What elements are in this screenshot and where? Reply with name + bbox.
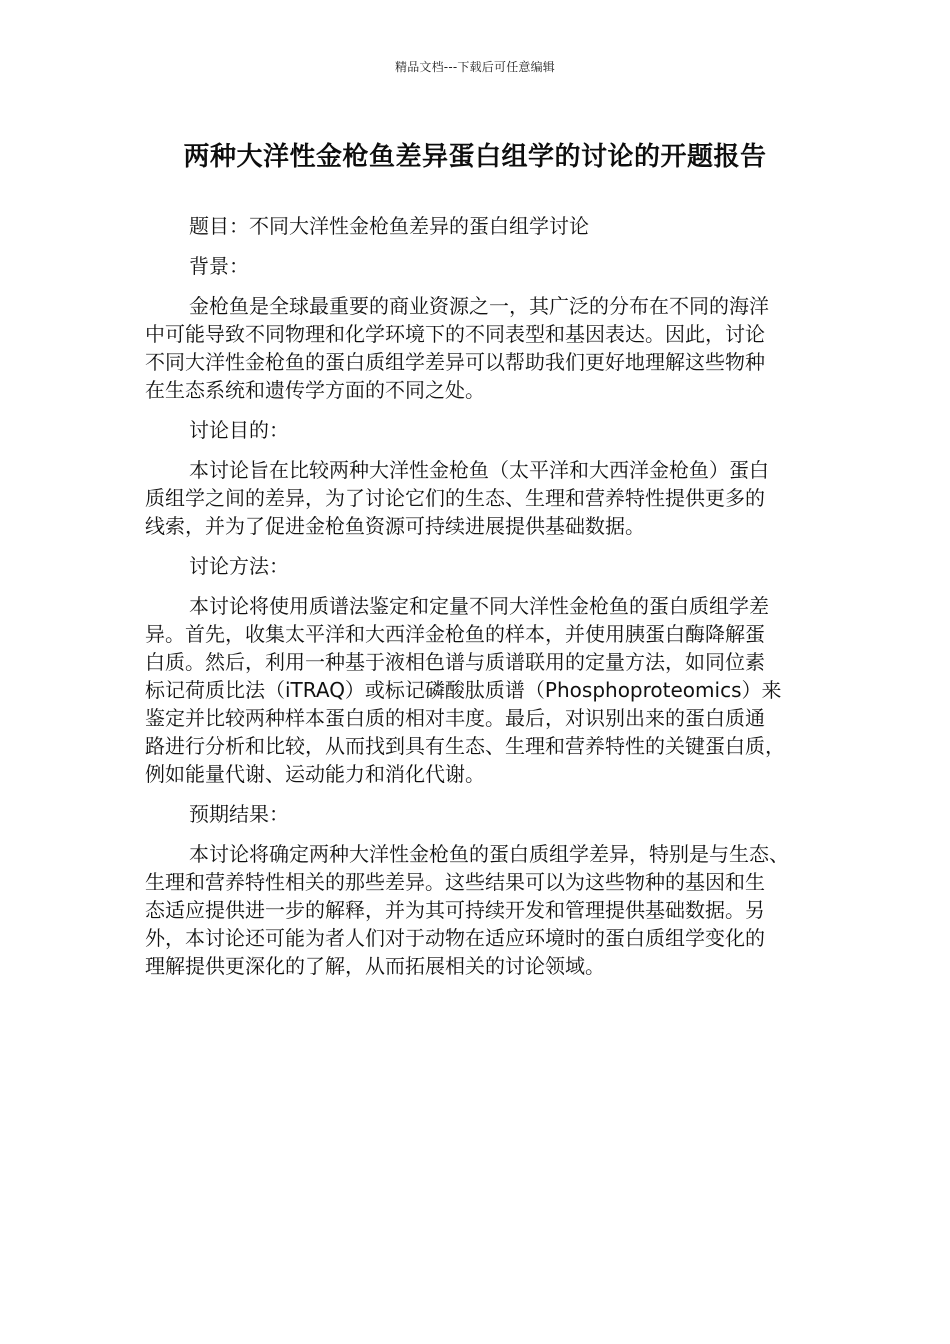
paragraph-line: 本讨论旨在比较两种大洋性金枪鱼（太平洋和大西洋金枪鱼）蛋白 bbox=[189, 458, 769, 482]
background-heading: 背景： bbox=[189, 254, 249, 278]
purpose-heading-section bbox=[145, 416, 809, 444]
paragraph-line: 鉴定并比较两种样本蛋白质的相对丰度。最后，对识别出来的蛋白质通 bbox=[145, 706, 765, 730]
paragraph-line: 本讨论将确定两种大洋性金枪鱼的蛋白质组学差异，特别是与生态、 bbox=[189, 842, 789, 866]
document-body bbox=[145, 212, 809, 992]
paragraph-line: 白质。然后，利用一种基于液相色谱与质谱联用的定量方法，如同位素 bbox=[145, 650, 765, 674]
paragraph-line: 质组学之间的差异，为了讨论它们的生态、生理和营养特性提供更多的 bbox=[145, 486, 765, 510]
background-heading-section bbox=[145, 252, 809, 280]
results-heading-section bbox=[145, 800, 809, 828]
results-paragraph bbox=[145, 840, 809, 980]
header-note: 精品文档---下载后可任意编辑 bbox=[395, 60, 555, 74]
method-heading-section bbox=[145, 552, 809, 580]
paragraph-line: 标记荷质比法（iTRAQ）或标记磷酸肽质谱（Phosphoproteomics）来 bbox=[145, 678, 782, 702]
paragraph-line: 金枪鱼是全球最重要的商业资源之一，其广泛的分布在不同的海洋 bbox=[189, 294, 769, 318]
paragraph-line: 例如能量代谢、运动能力和消化代谢。 bbox=[145, 762, 485, 786]
paragraph-line: 不同大洋性金枪鱼的蛋白质组学差异可以帮助我们更好地理解这些物种 bbox=[145, 350, 765, 374]
paragraph-line: 在生态系统和遗传学方面的不同之处。 bbox=[145, 378, 485, 402]
results-heading: 预期结果： bbox=[189, 802, 289, 826]
paragraph-line: 线索，并为了促进金枪鱼资源可持续进展提供基础数据。 bbox=[145, 514, 645, 538]
paragraph-line: 本讨论将使用质谱法鉴定和定量不同大洋性金枪鱼的蛋白质组学差 bbox=[189, 594, 769, 618]
purpose-paragraph bbox=[145, 456, 809, 540]
paragraph-line: 理解提供更深化的了解，从而拓展相关的讨论领域。 bbox=[145, 954, 605, 978]
document-title: 两种大洋性金枪鱼差异蛋白组学的讨论的开题报告 bbox=[183, 142, 767, 172]
purpose-heading: 讨论目的： bbox=[189, 418, 289, 442]
background-paragraph bbox=[145, 292, 809, 404]
topic-section bbox=[145, 212, 809, 240]
topic-line: 题目：不同大洋性金枪鱼差异的蛋白组学讨论 bbox=[189, 214, 589, 238]
paragraph-line: 外，本讨论还可能为者人们对于动物在适应环境时的蛋白质组学变化的 bbox=[145, 926, 765, 950]
paragraph-line: 异。首先，收集太平洋和大西洋金枪鱼的样本，并使用胰蛋白酶降解蛋 bbox=[145, 622, 765, 646]
paragraph-line: 态适应提供进一步的解释，并为其可持续开发和管理提供基础数据。另 bbox=[145, 898, 765, 922]
paragraph-line: 中可能导致不同物理和化学环境下的不同表型和基因表达。因此，讨论 bbox=[145, 322, 765, 346]
method-heading: 讨论方法： bbox=[189, 554, 289, 578]
paragraph-line: 路进行分析和比较，从而找到具有生态、生理和营养特性的关键蛋白质， bbox=[145, 734, 785, 758]
method-paragraph bbox=[145, 592, 809, 788]
paragraph-line: 生理和营养特性相关的那些差异。这些结果可以为这些物种的基因和生 bbox=[145, 870, 765, 894]
